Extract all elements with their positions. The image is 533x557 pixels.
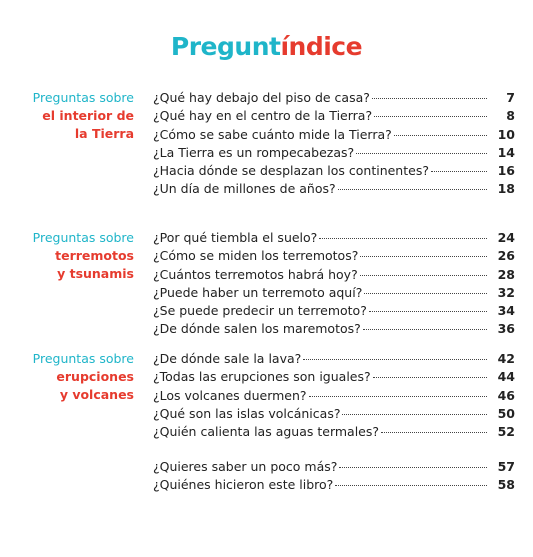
dot-leader: [381, 432, 487, 433]
section-heading-topic: y volcanes: [59, 387, 134, 402]
section-heading-prefix: Preguntas sobre: [32, 351, 134, 366]
section-heading-topic: y tsunamis: [57, 266, 134, 281]
toc-entry-page-number: 50: [497, 405, 515, 421]
toc-entry[interactable]: [153, 458, 515, 476]
toc-entry[interactable]: [153, 229, 515, 247]
section-heading-topic: el interior de: [42, 108, 134, 123]
dot-leader: [360, 275, 487, 276]
toc-entry-question: ¿Puede haber un terremoto aquí?: [153, 284, 363, 300]
toc-entry[interactable]: [153, 284, 515, 302]
title-part-1: Pregunt: [170, 32, 281, 61]
dot-leader: [360, 256, 487, 257]
page-title: [0, 32, 533, 61]
toc-entry-page-number: 36: [497, 321, 515, 337]
toc-entry[interactable]: [153, 476, 515, 494]
dot-leader: [369, 311, 487, 312]
dot-leader: [431, 171, 487, 172]
toc-entry-page-number: 10: [497, 126, 515, 142]
toc-entry[interactable]: [153, 89, 515, 107]
toc-entry-page-number: 32: [497, 284, 515, 300]
toc-entry[interactable]: [153, 320, 515, 338]
dot-leader: [319, 238, 487, 239]
toc-entry-page-number: 52: [497, 424, 515, 440]
dot-leader: [339, 467, 487, 468]
section-heading-topic: la Tierra: [74, 126, 134, 141]
toc-entry-page-number: 44: [497, 369, 515, 385]
toc-entry-page-number: 46: [497, 387, 515, 403]
toc-entry-question: ¿Un día de millones de años?: [153, 181, 336, 197]
toc-entry[interactable]: [153, 144, 515, 162]
toc-entry-question: ¿Qué hay en el centro de la Tierra?: [153, 108, 373, 124]
toc-entries: [153, 229, 515, 339]
title-part-2: índice: [280, 32, 363, 61]
toc-entry-question: ¿La Tierra es un rompecabezas?: [153, 144, 355, 160]
toc-entry-question: ¿Qué son las islas volcánicas?: [153, 405, 341, 421]
toc-entry-question: ¿Por qué tiembla el suelo?: [153, 230, 318, 245]
toc-entry[interactable]: [153, 247, 515, 265]
toc-entry-question: ¿Qué hay debajo del piso de casa?: [153, 90, 370, 105]
section-heading: [16, 89, 134, 143]
section-heading-prefix: Preguntas sobre: [32, 230, 134, 245]
toc-entry-page-number: 7: [506, 90, 515, 105]
section-heading-prefix: Preguntas sobre: [32, 90, 134, 105]
dot-leader: [372, 98, 487, 99]
toc-entry-question: ¿Quiénes hicieron este libro?: [153, 477, 334, 493]
dot-leader: [342, 414, 487, 415]
toc-entry[interactable]: [153, 126, 515, 144]
toc-entries: [153, 458, 515, 495]
toc-entry-page-number: 28: [497, 266, 515, 282]
section-heading-topic: terremotos: [55, 248, 134, 263]
toc-entry-question: ¿Quién calienta las aguas termales?: [153, 424, 380, 440]
toc-entry-page-number: 58: [497, 477, 515, 493]
dot-leader: [303, 359, 487, 360]
toc-entry[interactable]: [153, 266, 515, 284]
toc-entry[interactable]: [153, 162, 515, 180]
toc-entry-page-number: 42: [497, 351, 515, 366]
section-heading-topic: erupciones: [56, 369, 134, 384]
toc-entries: [153, 89, 515, 199]
dot-leader: [309, 396, 487, 397]
toc-entry-question: ¿Se puede predecir un terremoto?: [153, 303, 367, 319]
toc-entry-page-number: 16: [497, 163, 515, 179]
toc-entry[interactable]: [153, 423, 515, 441]
toc-entry-page-number: 57: [497, 459, 515, 474]
toc-entry[interactable]: [153, 107, 515, 125]
dot-leader: [394, 135, 487, 136]
toc-entry-page-number: 24: [497, 230, 515, 245]
toc-entry-question: ¿De dónde salen los maremotos?: [153, 321, 361, 337]
toc-entry[interactable]: [153, 302, 515, 320]
toc-entry[interactable]: [153, 387, 515, 405]
toc-entry-question: ¿Cuántos terremotos habrá hoy?: [153, 266, 358, 282]
toc-entry[interactable]: [153, 350, 515, 368]
toc-entry-question: ¿De dónde sale la lava?: [153, 351, 302, 366]
dot-leader: [338, 189, 487, 190]
dot-leader: [363, 329, 487, 330]
toc-entry-question: ¿Hacia dónde se desplazan los continentes?: [153, 163, 429, 179]
toc-entry-question: ¿Quieres saber un poco más?: [153, 459, 338, 474]
dot-leader: [356, 153, 487, 154]
section-heading: [16, 229, 134, 283]
dot-leader: [335, 485, 487, 486]
toc-entry-page-number: 26: [497, 248, 515, 264]
dot-leader: [364, 293, 487, 294]
toc-entry[interactable]: [153, 405, 515, 423]
toc-entry-page-number: 8: [506, 108, 515, 124]
section-heading: [16, 350, 134, 404]
toc-entries: [153, 350, 515, 441]
toc-entry[interactable]: [153, 180, 515, 198]
toc-entry-question: ¿Cómo se miden los terremotos?: [153, 248, 359, 264]
toc-entry-question: ¿Todas las erupciones son iguales?: [153, 369, 371, 385]
toc-entry-page-number: 34: [497, 303, 515, 319]
toc-entry[interactable]: [153, 368, 515, 386]
toc-entry-question: ¿Cómo se sabe cuánto mide la Tierra?: [153, 126, 392, 142]
toc-entry-page-number: 14: [497, 144, 515, 160]
dot-leader: [373, 377, 487, 378]
dot-leader: [374, 116, 487, 117]
toc-entry-question: ¿Los volcanes duermen?: [153, 387, 307, 403]
toc-entry-page-number: 18: [497, 181, 515, 197]
